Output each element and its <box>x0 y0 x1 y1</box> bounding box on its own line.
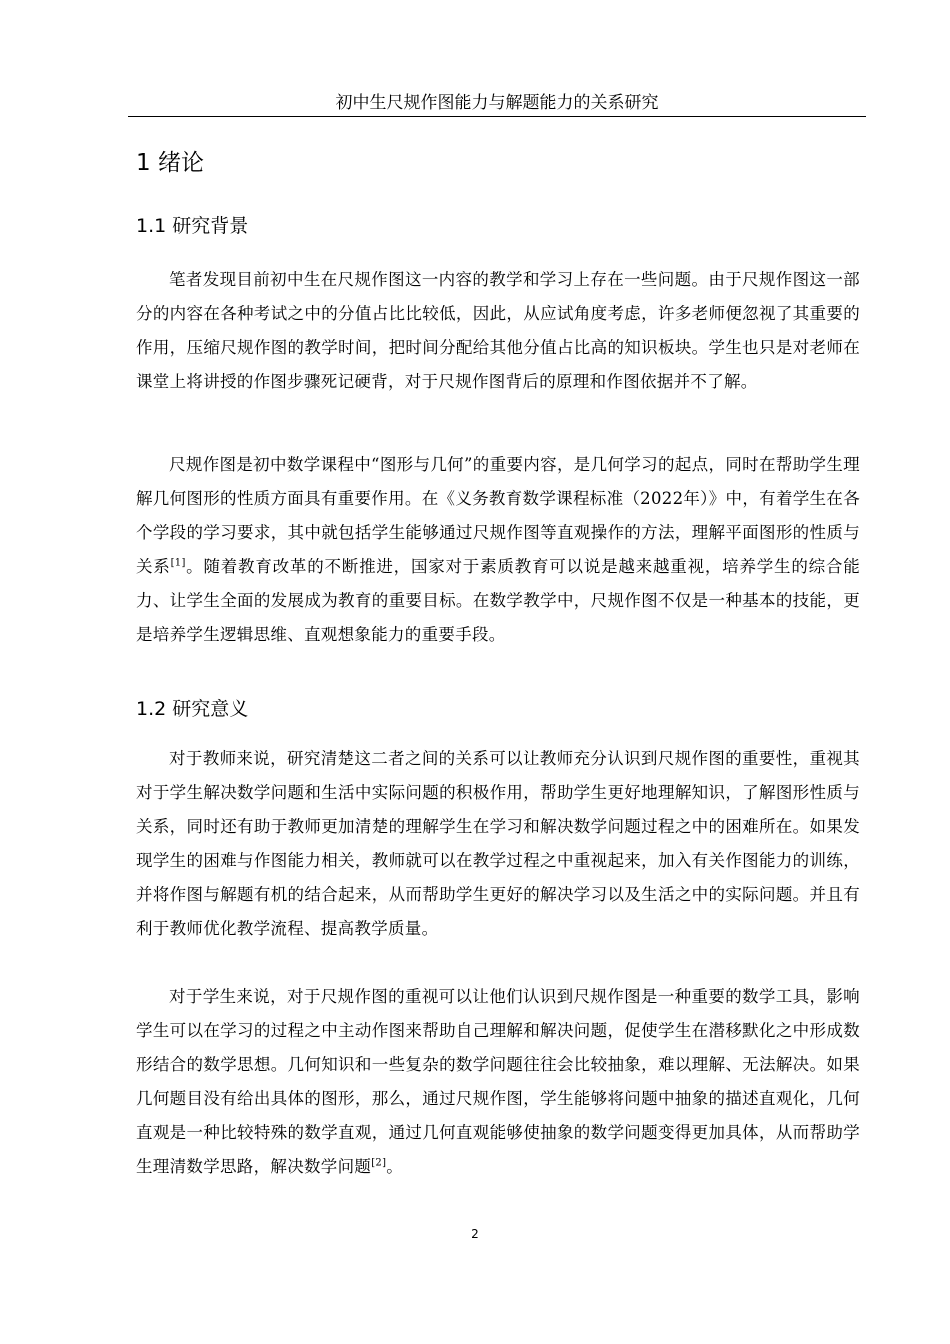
section-title-1-2: 1.2 研究意义 <box>136 698 249 720</box>
paragraph-text: 对于教师来说，研究清楚这二者之间的关系可以让教师充分认识到尺规作图的重要性，重视其对于学生解决数学问题和生活中实际问题的积极作用，帮助学生更好地理解知识，了解图形性质与关系，同时还有助于教师更加清楚的理解学生在学习和解决数学问题过程之中的困难所在。如果发现学生的困难与作图能力相关，教师就可以在教学过程之中重视起来，加入有关作图能力的训练，并将作图与解题有机的结合起来，从而帮助学生更好的解决学习以及生活之中的实际问题。并且有利于教师优化教学流程、提高教学质量。 <box>136 749 860 938</box>
citation-1: [1] <box>170 557 186 569</box>
section-title-1-1: 1.1 研究背景 <box>136 215 249 237</box>
paragraph-text: 。 <box>386 1157 404 1176</box>
citation-2: [2] <box>371 1157 387 1169</box>
running-header-title: 初中生尺规作图能力与解题能力的关系研究 <box>335 93 659 113</box>
paragraph-significance-1 <box>136 742 860 946</box>
running-header <box>128 90 866 117</box>
paragraph-background-1 <box>136 263 860 399</box>
paragraph-significance-2 <box>136 980 860 1184</box>
page-number: 2 <box>471 1227 479 1241</box>
paragraph-text: 笔者发现目前初中生在尺规作图这一内容的教学和学习上存在一些问题。由于尺规作图这一部分的内容在各种考试之中的分值占比比较低，因此，从应试角度考虑，许多老师便忽视了其重要的作用，压缩尺规作图的教学时间，把时间分配给其他分值占比高的知识板块。学生也只是对老师在课堂上将讲授的作图步骤死记硬背，对于尺规作图背后的原理和作图依据并不了解。 <box>136 270 860 391</box>
paragraph-text: 对于学生来说，对于尺规作图的重视可以让他们认识到尺规作图是一种重要的数学工具，影响学生可以在学习的过程之中主动作图来帮助自己理解和解决问题，促使学生在潜移默化之中形成数形结合的数学思想。几何知识和一些复杂的数学问题往往会比较抽象，难以理解、无法解决。如果几何题目没有给出具体的图形，那么，通过尺规作图，学生能够将问题中抽象的描述直观化，几何直观是一种比较特殊的数学直观，通过几何直观能够使抽象的数学问题变得更加具体，从而帮助学生理清数学思路，解决数学问题 <box>136 987 860 1176</box>
paragraph-background-2 <box>136 448 860 652</box>
chapter-title: 1 绪论 <box>136 150 204 176</box>
paragraph-text: 。随着教育改革的不断推进，国家对于素质教育可以说是越来越重视，培养学生的综合能力、让学生全面的发展成为教育的重要目标。在数学教学中，尺规作图不仅是一种基本的技能，更是培养学生逻辑思维、直观想象能力的重要手段。 <box>136 557 860 644</box>
paragraph-text: 尺规作图是初中数学课程中“图形与几何”的重要内容，是几何学习的起点，同时在帮助学生理解几何图形的性质方面具有重要作用。在《义务教育数学课程标准（2022年）》中，有着学生在各个学段的学习要求，其中就包括学生能够通过尺规作图等直观操作的方法，理解平面图形的性质与关系 <box>136 455 860 576</box>
